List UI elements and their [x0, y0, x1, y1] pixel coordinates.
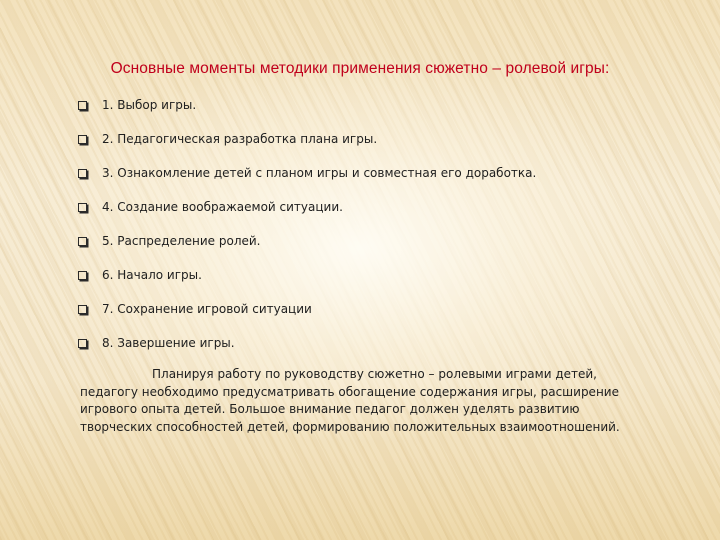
- list-item: [78, 267, 536, 283]
- slide-title: Основные моменты методики применения сюжетно – ролевой игры:: [110, 60, 610, 77]
- list-item: [78, 233, 536, 249]
- list-item-text: 8. Завершение игры.: [102, 336, 235, 350]
- checkbox-bullet-icon: [78, 169, 87, 178]
- list-item: [78, 199, 536, 215]
- summary-paragraph: Планируя работу по руководству сюжетно – ролевыми играми детей, педагогу необходимо предусматривать обогащение содержания игры, расширение игрового опыта детей. Большое внимание педагог должен уделять развитию творческих способностей детей, формированию положительных взаимоотношений.: [80, 367, 620, 434]
- checkbox-bullet-icon: [78, 203, 87, 212]
- list-item-text: 4. Создание воображаемой ситуации.: [102, 200, 343, 214]
- checkbox-bullet-icon: [78, 135, 87, 144]
- checkbox-bullet-icon: [78, 339, 87, 348]
- list-item: [78, 165, 536, 181]
- list-item-text: 2. Педагогическая разработка плана игры.: [102, 132, 378, 146]
- list-item-text: 3. Ознакомление детей с планом игры и совместная его доработка.: [102, 166, 537, 180]
- checkbox-bullet-icon: [78, 305, 87, 314]
- list-item: [78, 97, 536, 113]
- list-item-text: 7. Сохранение игровой ситуации: [102, 302, 312, 316]
- list-item-text: 6. Начало игры.: [102, 268, 202, 282]
- list-item: [78, 131, 536, 147]
- checkbox-bullet-icon: [78, 101, 87, 110]
- steps-list: [78, 97, 536, 369]
- list-item: [78, 301, 536, 317]
- checkbox-bullet-icon: [78, 271, 87, 280]
- list-item-text: 5. Распределение ролей.: [102, 234, 261, 248]
- checkbox-bullet-icon: [78, 237, 87, 246]
- list-item: [78, 335, 536, 351]
- list-item-text: 1. Выбор игры.: [102, 98, 197, 112]
